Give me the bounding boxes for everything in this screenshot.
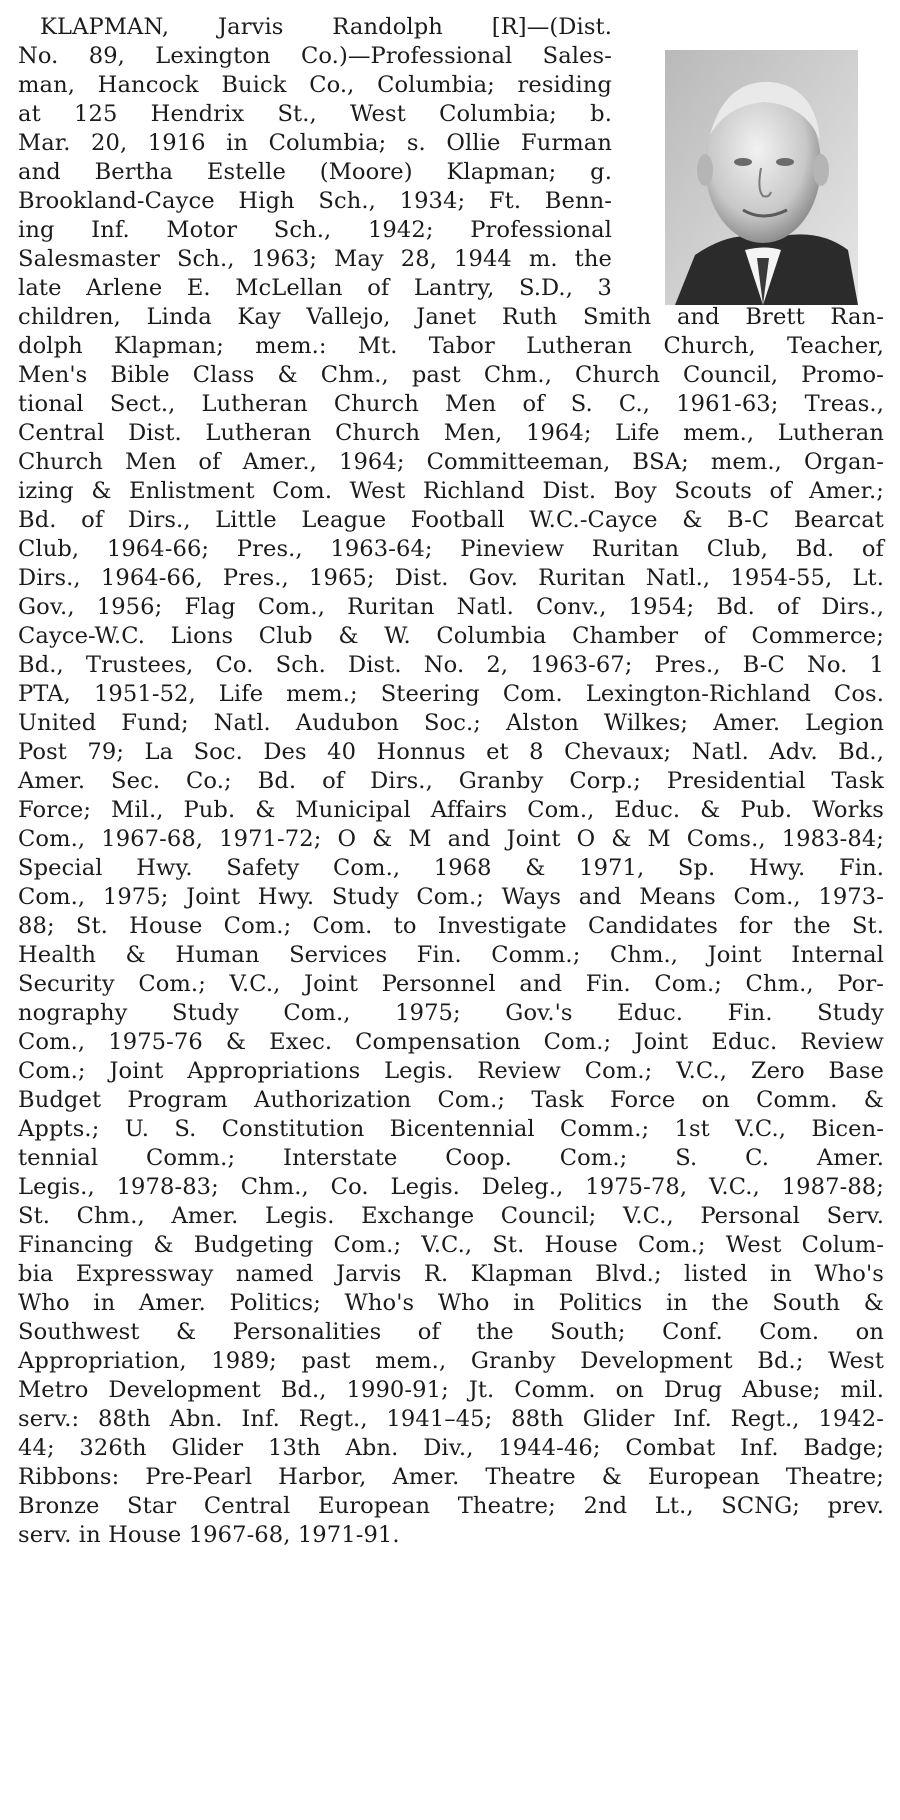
bio-line: Bd., Trustees, Co. Sch. Dist. No. 2, 1963-67; Pres., B-C No. 1 <box>18 652 884 678</box>
bio-line: Security Com.; V.C., Joint Personnel and Fin. Com.; Chm., Por- <box>18 971 884 997</box>
bio-line: Bd. of Dirs., Little League Football W.C.-Cayce & B-C Bearcat <box>18 507 884 533</box>
bio-line: children, Linda Kay Vallejo, Janet Ruth Smith and Brett Ran- <box>18 304 884 330</box>
bio-line: Ribbons: Pre-Pearl Harbor, Amer. Theatre & European Theatre; <box>18 1464 884 1490</box>
bio-line: Legis., 1978-83; Chm., Co. Legis. Deleg., 1975-78, V.C., 1987-88; <box>18 1174 884 1200</box>
bio-line: Budget Program Authorization Com.; Task Force on Comm. & <box>18 1087 884 1113</box>
bio-line: Brookland-Cayce High Sch., 1934; Ft. Benn- <box>18 188 612 214</box>
bio-line: Health & Human Services Fin. Comm.; Chm., Joint Internal <box>18 942 884 968</box>
bio-line: Central Dist. Lutheran Church Men, 1964; Life mem., Lutheran <box>18 420 884 446</box>
bio-line: 88; St. House Com.; Com. to Investigate Candidates for the St. <box>18 913 884 939</box>
bio-line: Gov., 1956; Flag Com., Ruritan Natl. Conv., 1954; Bd. of Dirs., <box>18 594 884 620</box>
bio-line: man, Hancock Buick Co., Columbia; residing <box>18 72 612 98</box>
bio-line: KLAPMAN, Jarvis Randolph [R]—(Dist. <box>40 14 612 40</box>
bio-line: Cayce-W.C. Lions Club & W. Columbia Chamber of Commerce; <box>18 623 884 649</box>
bio-line: dolph Klapman; mem.: Mt. Tabor Lutheran Church, Teacher, <box>18 333 884 359</box>
bio-line: ing Inf. Motor Sch., 1942; Professional <box>18 217 612 243</box>
bio-line: serv. in House 1967-68, 1971-91. <box>18 1522 400 1548</box>
bio-line: Bronze Star Central European Theatre; 2nd Lt., SCNG; prev. <box>18 1493 884 1519</box>
bio-line: No. 89, Lexington Co.)—Professional Sales- <box>18 43 612 69</box>
bio-line: Who in Amer. Politics; Who's Who in Politics in the South & <box>18 1290 884 1316</box>
bio-line: Post 79; La Soc. Des 40 Honnus et 8 Chevaux; Natl. Adv. Bd., <box>18 739 884 765</box>
bio-line: PTA, 1951-52, Life mem.; Steering Com. Lexington-Richland Cos. <box>18 681 884 707</box>
bio-line: Mar. 20, 1916 in Columbia; s. Ollie Furman <box>18 130 612 156</box>
bio-line: serv.: 88th Abn. Inf. Regt., 1941–45; 88th Glider Inf. Regt., 1942- <box>18 1406 884 1432</box>
bio-line: izing & Enlistment Com. West Richland Dist. Boy Scouts of Amer.; <box>18 478 884 504</box>
bio-line: Force; Mil., Pub. & Municipal Affairs Com., Educ. & Pub. Works <box>18 797 884 823</box>
biography-page <box>18 10 884 1810</box>
bio-line: Club, 1964-66; Pres., 1963-64; Pineview Ruritan Club, Bd. of <box>18 536 884 562</box>
bio-line: 44; 326th Glider 13th Abn. Div., 1944-46; Combat Inf. Badge; <box>18 1435 884 1461</box>
bio-line: tennial Comm.; Interstate Coop. Com.; S. C. Amer. <box>18 1145 884 1171</box>
bio-line: Com.; Joint Appropriations Legis. Review Com.; V.C., Zero Base <box>18 1058 884 1084</box>
bio-line: Com., 1975-76 & Exec. Compensation Com.; Joint Educ. Review <box>18 1029 884 1055</box>
bio-line: Amer. Sec. Co.; Bd. of Dirs., Granby Corp.; Presidential Task <box>18 768 884 794</box>
bio-line: Com., 1967-68, 1971-72; O & M and Joint O & M Coms., 1983-84; <box>18 826 884 852</box>
bio-line: Metro Development Bd., 1990-91; Jt. Comm. on Drug Abuse; mil. <box>18 1377 884 1403</box>
bio-line: Church Men of Amer., 1964; Committeeman, BSA; mem., Organ- <box>18 449 884 475</box>
bio-line: and Bertha Estelle (Moore) Klapman; g. <box>18 159 612 185</box>
bio-line: bia Expressway named Jarvis R. Klapman Blvd.; listed in Who's <box>18 1261 884 1287</box>
portrait-photo-icon <box>665 50 858 305</box>
bio-line: Com., 1975; Joint Hwy. Study Com.; Ways and Means Com., 1973- <box>18 884 884 910</box>
bio-line: nography Study Com., 1975; Gov.'s Educ. Fin. Study <box>18 1000 884 1026</box>
bio-line: St. Chm., Amer. Legis. Exchange Council; V.C., Personal Serv. <box>18 1203 884 1229</box>
bio-line: Appropriation, 1989; past mem., Granby Development Bd.; West <box>18 1348 884 1374</box>
bio-line: Special Hwy. Safety Com., 1968 & 1971, Sp. Hwy. Fin. <box>18 855 884 881</box>
bio-line: Southwest & Personalities of the South; Conf. Com. on <box>18 1319 884 1345</box>
bio-line: tional Sect., Lutheran Church Men of S. C., 1961-63; Treas., <box>18 391 884 417</box>
bio-line: Financing & Budgeting Com.; V.C., St. House Com.; West Colum- <box>18 1232 884 1258</box>
bio-line: Appts.; U. S. Constitution Bicentennial Comm.; 1st V.C., Bicen- <box>18 1116 884 1142</box>
bio-line: United Fund; Natl. Audubon Soc.; Alston Wilkes; Amer. Legion <box>18 710 884 736</box>
bio-line: Dirs., 1964-66, Pres., 1965; Dist. Gov. Ruritan Natl., 1954-55, Lt. <box>18 565 884 591</box>
portrait-photo <box>665 50 858 305</box>
bio-line: at 125 Hendrix St., West Columbia; b. <box>18 101 612 127</box>
bio-line: late Arlene E. McLellan of Lantry, S.D., 3 <box>18 275 612 301</box>
bio-line: Men's Bible Class & Chm., past Chm., Church Council, Promo- <box>18 362 884 388</box>
bio-line: Salesmaster Sch., 1963; May 28, 1944 m. the <box>18 246 612 272</box>
